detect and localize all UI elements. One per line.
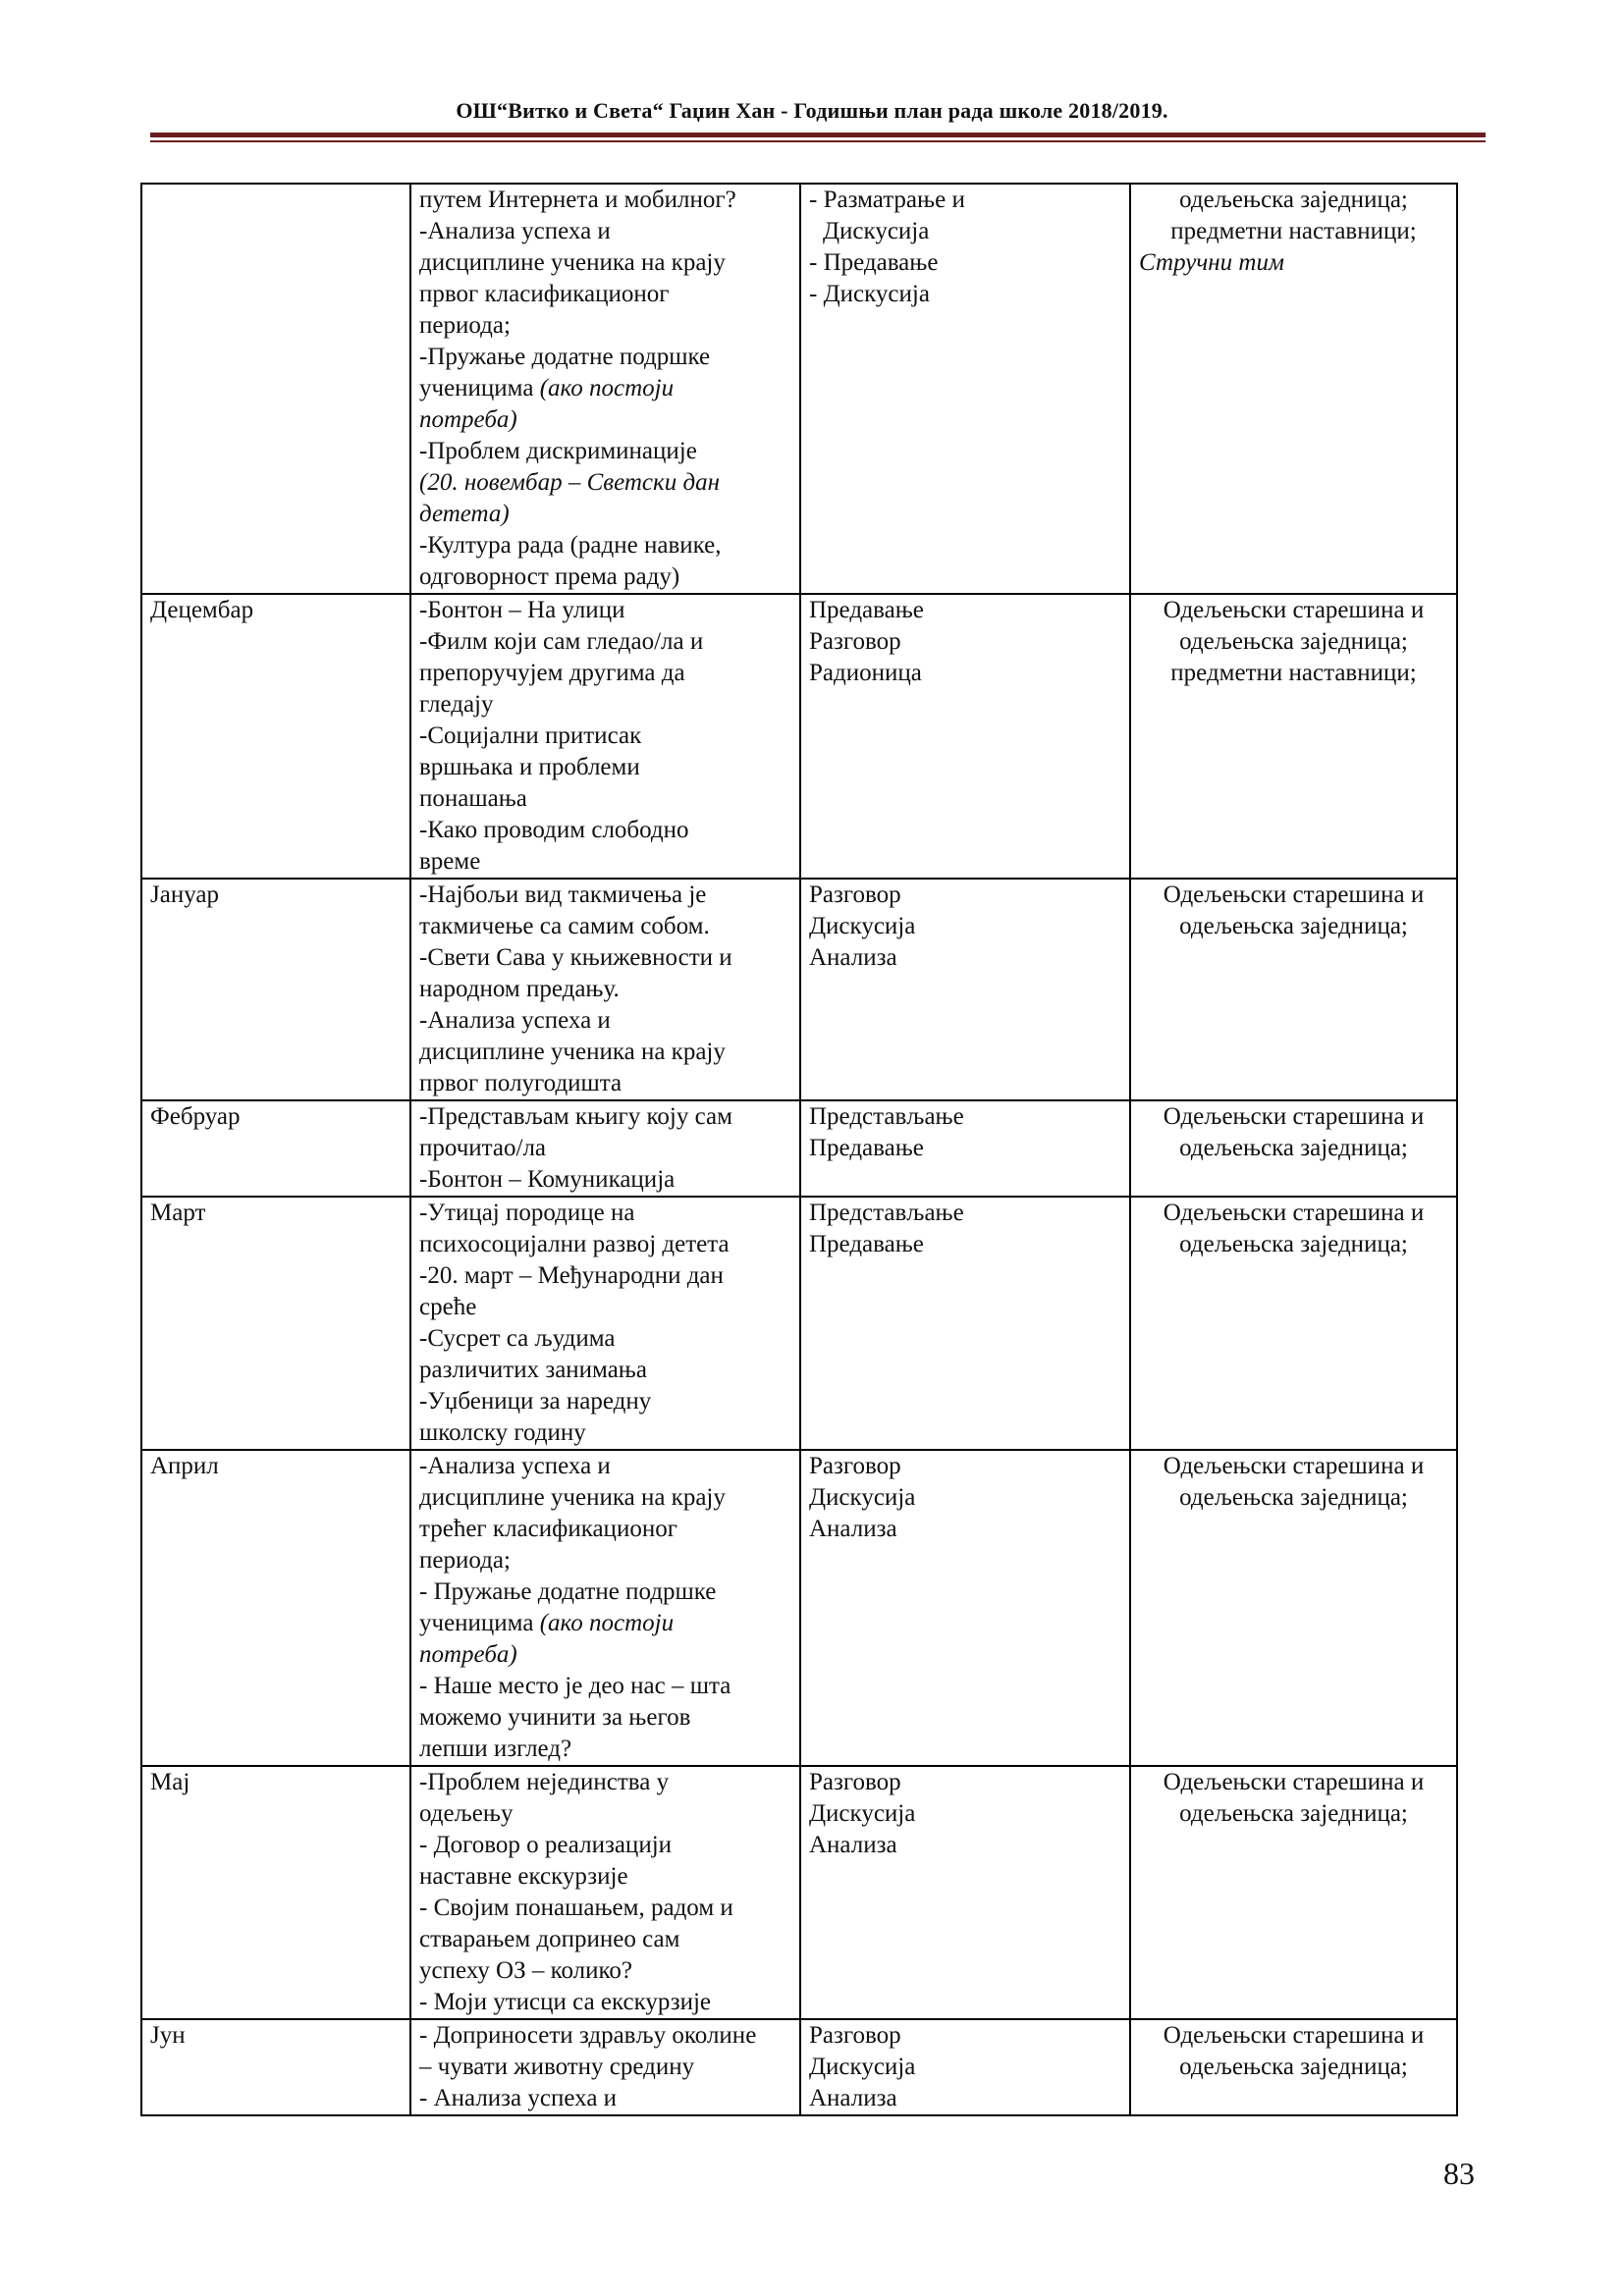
topic-line: -Анализа успеха и — [419, 1453, 611, 1479]
topic-line: -Култура рада (радне навике, — [419, 532, 722, 559]
topic-line: дисциплине ученика на крају — [419, 1039, 726, 1065]
carrier-line: одељењска заједница; — [1179, 628, 1408, 655]
method-line: Разговор — [809, 1453, 901, 1479]
method-line: Предавање — [809, 1231, 924, 1257]
carrier-line: одељењска заједница; — [1179, 1231, 1408, 1257]
carrier-line: Одељењски старешина и — [1163, 597, 1425, 623]
topics-cell — [410, 1100, 800, 1197]
month-cell: Децембар — [141, 594, 410, 879]
topic-line: можемо учинити за његов — [419, 1704, 691, 1731]
methods-cell — [800, 1766, 1130, 2019]
method-line: - Дискусија — [809, 281, 930, 307]
topic-line: -Социјални притисак — [419, 722, 642, 749]
plan-table — [140, 183, 1458, 2116]
carriers-cell — [1130, 184, 1457, 594]
methods-cell — [800, 1100, 1130, 1197]
methods-cell — [800, 594, 1130, 879]
month-cell: Фебруар — [141, 1100, 410, 1197]
month-cell: Април — [141, 1450, 410, 1766]
topic-line: успеху ОЗ – колико? — [419, 1957, 632, 1984]
topic-line: периода; — [419, 312, 511, 339]
method-line: Дискусија — [809, 1800, 916, 1827]
method-line: Анализа — [809, 1832, 897, 1858]
topic-line: вршњака и проблеми — [419, 754, 640, 780]
table-row — [141, 594, 1457, 879]
topic-line: школску годину — [419, 1419, 586, 1446]
topic-line: -Анализа успеха и — [419, 1007, 611, 1034]
topic-line: различитих занимања — [419, 1357, 647, 1383]
topic-line: дисциплине ученика на крају — [419, 249, 726, 276]
topic-line: -Пружање додатне подршке — [419, 344, 711, 370]
method-line: Дискусија — [823, 218, 930, 244]
topic-line: народном предању. — [419, 976, 620, 1002]
topic-line: -20. март – Међународни дан — [419, 1262, 724, 1289]
methods-cell — [800, 184, 1130, 594]
page-number: 83 — [1443, 2156, 1475, 2191]
method-line: Разговор — [809, 628, 901, 655]
method-line: Представљање — [809, 1200, 964, 1226]
method-line: Дискусија — [809, 2054, 916, 2080]
topic-line: - Наше место је део нас – шта — [419, 1673, 731, 1699]
carrier-line: одељењска заједница; — [1179, 1484, 1408, 1511]
topic-line: -Филм који сам гледао/ла и — [419, 628, 704, 655]
topic-line: одељењу — [419, 1800, 514, 1827]
topics-cell — [410, 879, 800, 1100]
header-rule-thick — [150, 133, 1486, 137]
topic-line: понашања — [419, 785, 527, 812]
topic-line: одговорност према раду) — [419, 563, 680, 590]
topic-line: - Пружање додатне подршке — [419, 1578, 717, 1605]
topic-line: -Утицај породице на — [419, 1200, 635, 1226]
carrier-line: предметни наставници; — [1170, 660, 1417, 686]
method-line: Представљање — [809, 1103, 964, 1130]
topic-line: -Како проводим слободно — [419, 817, 689, 843]
carrier-line: Одељењски старешина и — [1163, 2022, 1425, 2049]
topic-line: - Моји утисци са екскурзије — [419, 1989, 712, 2015]
methods-cell — [800, 879, 1130, 1100]
topics-cell — [410, 594, 800, 879]
table-row — [141, 1450, 1457, 1766]
topic-line: -Уџбеници за наредну — [419, 1388, 652, 1415]
topic-line: првог класификационог — [419, 281, 670, 307]
topic-line: периода; — [419, 1547, 511, 1574]
topic-line: - Доприносети здрављу околине — [419, 2022, 757, 2049]
carrier-line: Одељењски старешина и — [1163, 1453, 1425, 1479]
topic-line: препоручујем другима да — [419, 660, 685, 686]
topic-line: -Анализа успеха и — [419, 218, 611, 244]
topic-line: (20. новембар – Светски дан — [419, 469, 721, 496]
methods-cell — [800, 1197, 1130, 1450]
topic-line: стварањем допринео сам — [419, 1926, 680, 1952]
method-line: Разговор — [809, 1769, 901, 1795]
table-row — [141, 1766, 1457, 2019]
table-row — [141, 1100, 1457, 1197]
topic-line: детета) — [419, 501, 510, 527]
method-line: Разговор — [809, 881, 901, 908]
carriers-cell — [1130, 2019, 1457, 2115]
carrier-line: предметни наставници; — [1170, 218, 1417, 244]
topic-line: прочитао/ла — [419, 1135, 547, 1161]
carrier-line: Одељењски старешина и — [1163, 1769, 1425, 1795]
month-cell — [141, 184, 410, 594]
table-row — [141, 184, 1457, 594]
topics-cell — [410, 1197, 800, 1450]
carriers-cell — [1130, 1100, 1457, 1197]
method-line: Анализа — [809, 1516, 897, 1542]
topic-line: -Свети Сава у књижевности и — [419, 944, 732, 971]
topic-line: трећег класификационог — [419, 1516, 677, 1542]
topic-line: – чувати животну средину — [419, 2054, 695, 2080]
month-cell: Јун — [141, 2019, 410, 2115]
carrier-line: Стручни тим — [1139, 249, 1284, 276]
month-cell: Јануар — [141, 879, 410, 1100]
topic-line: -Представљам књигу коју сам — [419, 1103, 732, 1130]
italic-note: (ако постоји — [539, 375, 675, 401]
method-line: Разговор — [809, 2022, 901, 2049]
methods-cell — [800, 1450, 1130, 1766]
page-header-title: ОШ“Витко и Света“ Гаџин Хан - Годишњи план рада школе 2018/2019. — [456, 98, 1168, 123]
topic-line: -Бонтон – На улици — [419, 597, 625, 623]
topic-line: -Бонтон – Комуникација — [419, 1166, 676, 1193]
italic-note: (ако постоји — [539, 1610, 675, 1636]
topic-line: наставне екскурзије — [419, 1863, 628, 1890]
method-line: Дискусија — [809, 1484, 916, 1511]
method-line: Предавање — [809, 1135, 924, 1161]
carrier-line: Одељењски старешина и — [1163, 881, 1425, 908]
carriers-cell — [1130, 594, 1457, 879]
topic-line: - Својим понашањем, радом и — [419, 1895, 733, 1921]
table-row — [141, 1197, 1457, 1450]
topics-cell — [410, 1450, 800, 1766]
month-cell: Март — [141, 1197, 410, 1450]
header-rule-thin — [150, 140, 1486, 142]
method-line: Анализа — [809, 2085, 897, 2111]
carrier-line: одељењска заједница; — [1179, 2054, 1408, 2080]
topic-line: дисциплине ученика на крају — [419, 1484, 726, 1511]
topic-line: -Проблем дискриминације — [419, 438, 697, 464]
methods-cell — [800, 2019, 1130, 2115]
topic-line: ученицима (ако постоји — [419, 1610, 675, 1636]
topics-cell — [410, 2019, 800, 2115]
topic-line: - Договор о реализацији — [419, 1832, 673, 1858]
table-row — [141, 879, 1457, 1100]
topic-line: психосоцијални развој детета — [419, 1231, 730, 1257]
carriers-cell — [1130, 1197, 1457, 1450]
topics-cell — [410, 184, 800, 594]
method-line: Анализа — [809, 944, 897, 971]
topic-line: -Најбољи вид такмичења је — [419, 881, 707, 908]
topics-cell — [410, 1766, 800, 2019]
method-line: Предавање — [809, 597, 924, 623]
topic-line: време — [419, 848, 481, 875]
carrier-line: Одељењски старешина и — [1163, 1200, 1425, 1226]
carrier-line: одељењска заједница; — [1179, 913, 1408, 939]
topic-line: гледају — [419, 691, 494, 718]
month-cell: Мај — [141, 1766, 410, 2019]
carrier-line: одељењска заједница; — [1179, 187, 1408, 213]
carriers-cell — [1130, 1766, 1457, 2019]
method-line: Радионица — [809, 660, 922, 686]
topic-line: ученицима (ако постоји — [419, 375, 675, 401]
topic-line: - Анализа успеха и — [419, 2085, 618, 2111]
topic-line: -Сусрет са људима — [419, 1325, 616, 1352]
carriers-cell — [1130, 1450, 1457, 1766]
topic-line: такмичење са самим собом. — [419, 913, 710, 939]
topic-line: лепши изглед? — [419, 1735, 572, 1762]
carrier-line: одељењска заједница; — [1179, 1135, 1408, 1161]
topic-line: -Проблем нејединства у — [419, 1769, 670, 1795]
method-line: - Разматрање и — [809, 187, 965, 213]
method-line: - Предавање — [809, 249, 939, 276]
carriers-cell — [1130, 879, 1457, 1100]
topic-line: среће — [419, 1294, 477, 1320]
method-line: Дискусија — [809, 913, 916, 939]
table-row — [141, 2019, 1457, 2115]
topic-line: првог полугодишта — [419, 1070, 623, 1096]
carrier-line: одељењска заједница; — [1179, 1800, 1408, 1827]
topic-line: потреба) — [419, 406, 517, 433]
carrier-line: Одељењски старешина и — [1163, 1103, 1425, 1130]
topic-line: потреба) — [419, 1641, 517, 1668]
topic-line: путем Интернета и мобилног? — [419, 187, 736, 213]
